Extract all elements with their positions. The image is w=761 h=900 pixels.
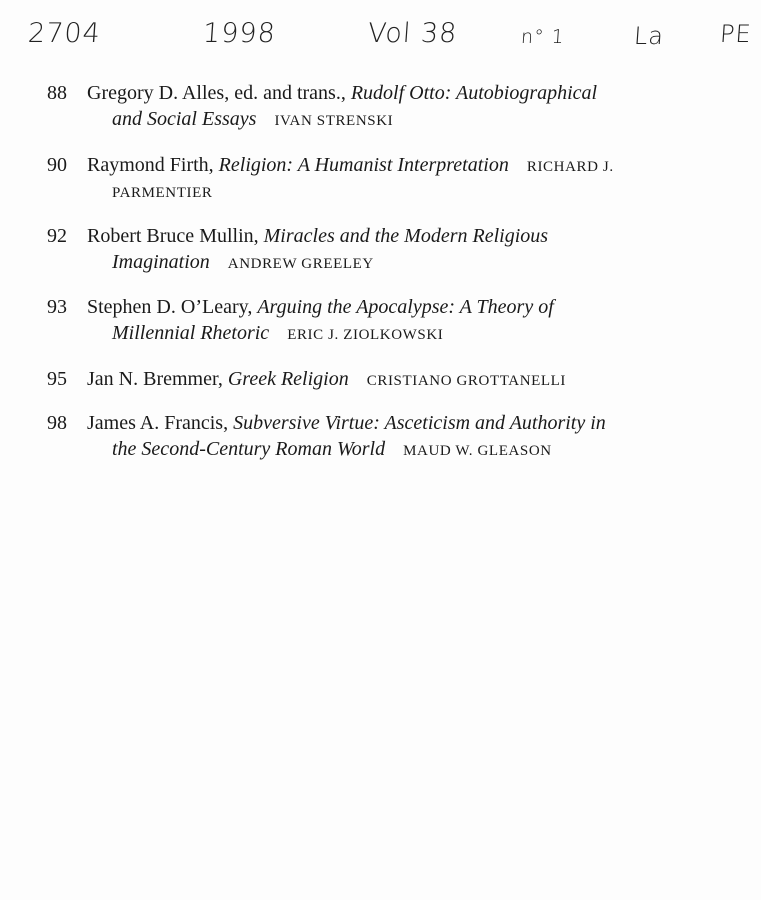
book-title-continued: and Social Essays xyxy=(112,108,257,130)
handwritten-year: 1998 xyxy=(201,18,277,49)
reviewer-name: ANDREW GREELEY xyxy=(227,256,374,272)
entry-line-1 xyxy=(87,223,548,249)
entry-line-1 xyxy=(87,80,597,106)
entry-line-1 xyxy=(87,410,606,436)
author: Jan N. Bremmer, xyxy=(87,368,228,390)
author: James A. Francis, xyxy=(87,412,234,434)
entry-line-2 xyxy=(112,178,212,206)
book-title: Rudolf Otto: Autobiographical xyxy=(350,82,598,104)
page-number: 90 xyxy=(47,154,67,176)
entry-line-1 xyxy=(87,366,566,394)
reviewer-name: IVAN STRENSKI xyxy=(274,113,394,129)
author: Gregory D. Alles, ed. and trans., xyxy=(87,82,351,104)
reviewer-name: ERIC J. ZIOLKOWSKI xyxy=(287,327,444,343)
entry-line-2 xyxy=(112,436,552,464)
handwritten-note-b: PE xyxy=(719,20,753,48)
reviewer-name: CRISTIANO GROTTANELLI xyxy=(366,373,567,389)
book-title: Arguing the Apocalypse: A Theory of xyxy=(257,296,554,318)
handwritten-volume: Vol 38 xyxy=(366,18,459,49)
handwritten-code: 2704 xyxy=(26,18,102,49)
book-title-continued: the Second-Century Roman World xyxy=(112,438,386,460)
page-number: 92 xyxy=(47,225,67,247)
entry-line-1 xyxy=(87,294,554,320)
book-title-continued: Millennial Rhetoric xyxy=(112,322,270,344)
author: Stephen D. O’Leary, xyxy=(87,296,258,318)
author: Robert Bruce Mullin, xyxy=(87,225,264,247)
page-number: 93 xyxy=(47,296,67,318)
entry-line-2 xyxy=(112,320,443,348)
handwritten-number: n° 1 xyxy=(520,26,566,48)
reviewer-name: MAUD W. GLEASON xyxy=(403,443,552,459)
page-number: 88 xyxy=(47,82,67,104)
entry-line-2 xyxy=(112,249,374,277)
book-title-continued: Imagination xyxy=(112,251,210,273)
handwritten-note-a: La xyxy=(633,22,666,50)
book-title: Subversive Virtue: Asceticism and Authority in xyxy=(233,412,606,434)
book-title: Miracles and the Modern Religious xyxy=(263,225,549,247)
book-title: Religion: A Humanist Interpretation xyxy=(218,154,509,176)
book-title: Greek Religion xyxy=(227,368,349,390)
entry-line-2 xyxy=(112,106,393,134)
reviewer-name-continued: PARMENTIER xyxy=(112,185,213,201)
entry-line-1 xyxy=(87,152,614,180)
reviewer-name: RICHARD J. xyxy=(526,159,614,175)
page-number: 95 xyxy=(47,368,67,390)
author: Raymond Firth, xyxy=(87,154,219,176)
page-number: 98 xyxy=(47,412,67,434)
